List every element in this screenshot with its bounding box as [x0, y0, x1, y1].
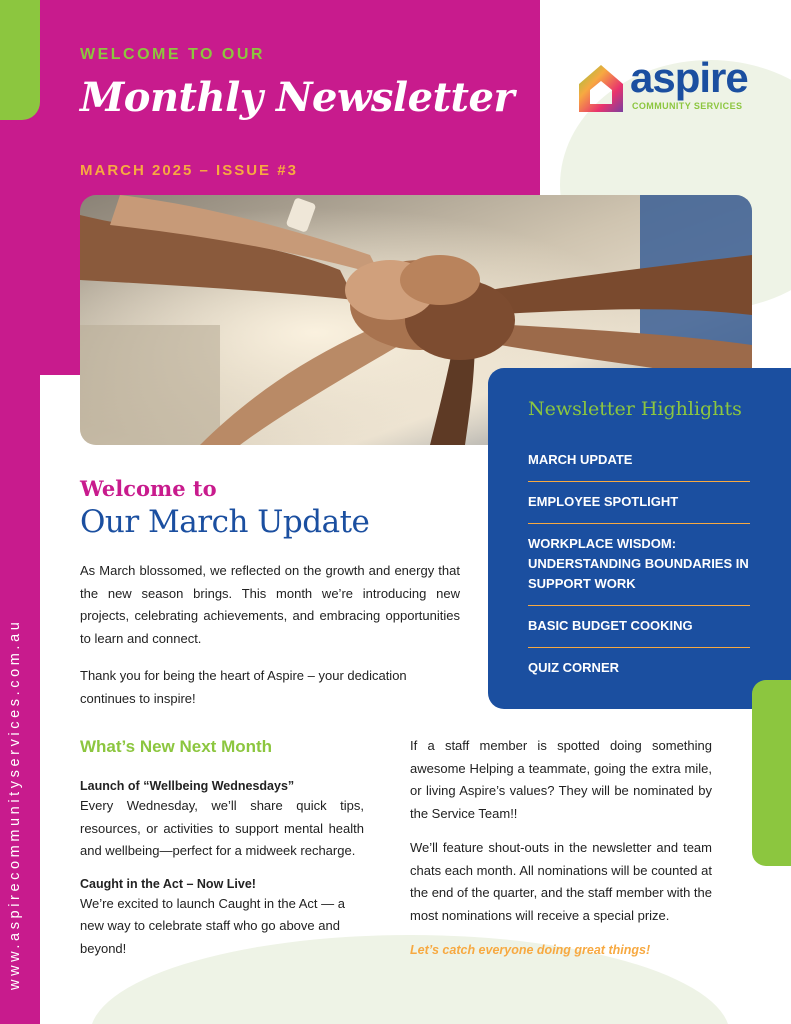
wellbeing-body: Every Wednesday, we’ll share quick tips, resources, or activities to support mental health and wellbeing—perfect for a midweek recharge. — [80, 798, 364, 858]
highlight-quiz-corner[interactable]: QUIZ CORNER — [528, 660, 619, 675]
green-accent-tab — [752, 680, 791, 866]
welcome-kicker: WELCOME TO OUR — [80, 46, 265, 63]
nomination-paragraph: If a staff member is spotted doing something awesome Helping a teammate, going the extra mile, or living Aspire’s values? They will be nominated by the Service Team!! — [410, 738, 712, 821]
logo-subtitle: COMMUNITY SERVICES — [632, 101, 743, 111]
highlights-title: Newsletter Highlights — [528, 398, 742, 420]
caught-body: We’re excited to launch Caught in the Act — a new way to celebrate staff who go above and beyond! — [80, 895, 345, 956]
highlight-employee-spotlight[interactable]: EMPLOYEE SPOTLIGHT — [528, 482, 750, 524]
shout-out-paragraph: We’ll feature shout-outs in the newsletter and team chats each month. All nominations will be counted at the end of the quarter, and the staff member with the most nominations will receive a special prize. — [410, 840, 712, 923]
highlight-workplace-wisdom[interactable]: WORKPLACE WISDOM: UNDERSTANDING BOUNDARIES IN SUPPORT WORK — [528, 524, 750, 606]
house-logo-icon — [576, 62, 626, 116]
welcome-title: Our March Update — [80, 504, 370, 540]
whats-new-left-column — [80, 777, 364, 960]
call-to-action: Let’s catch everyone doing great things! — [410, 943, 651, 957]
welcome-paragraph: As March blossomed, we reflected on the growth and energy that the new season brings. This month we’re introducing new projects, celebrating achievements, and embracing opportunities to learn and connect. — [80, 563, 460, 646]
issue-date: MARCH 2025 – ISSUE #3 — [80, 162, 298, 179]
highlights-panel — [488, 368, 791, 709]
welcome-subtitle: Welcome to — [80, 476, 217, 501]
logo-wordmark: aspire — [630, 54, 748, 101]
highlight-budget-cooking[interactable]: BASIC BUDGET COOKING — [528, 606, 750, 648]
newsletter-title: Monthly Newsletter — [80, 74, 515, 121]
welcome-paragraph: Thank you for being the heart of Aspire – your dedication continues to inspire! — [80, 668, 407, 706]
green-accent-tab — [0, 0, 40, 120]
website-url[interactable]: www.aspirecommunityservices.com.au — [7, 618, 23, 990]
whats-new-heading: What’s New Next Month — [80, 737, 273, 756]
highlight-march-update[interactable]: MARCH UPDATE — [528, 440, 750, 482]
caught-title: Caught in the Act – Now Live! — [80, 876, 256, 891]
wellbeing-title: Launch of “Wellbeing Wednesdays” — [80, 779, 295, 793]
aspire-logo — [576, 54, 756, 120]
whats-new-right-column — [410, 735, 712, 962]
